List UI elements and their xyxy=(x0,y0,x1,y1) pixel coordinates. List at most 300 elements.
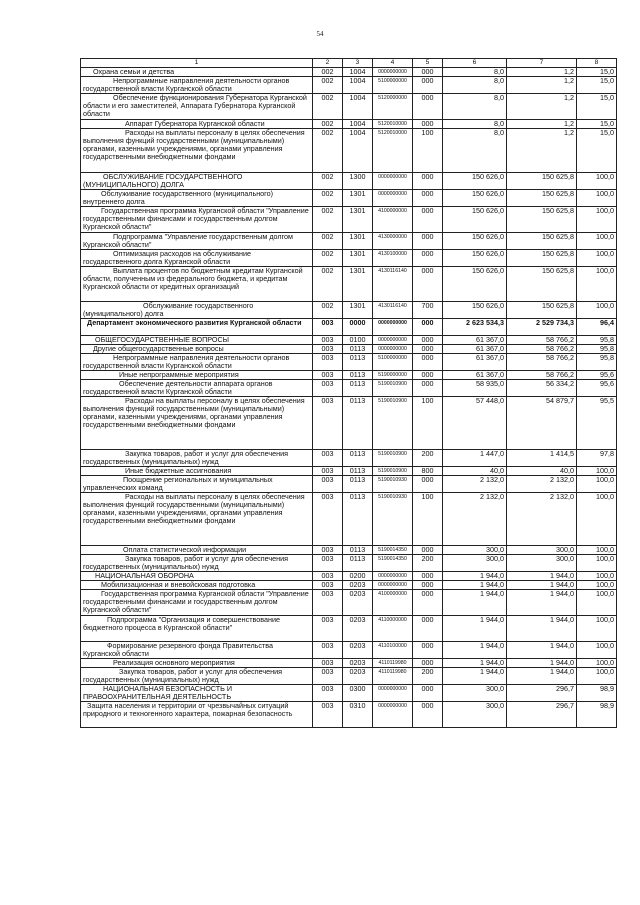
row-name: Обслуживание государственного (муниципального) долга xyxy=(81,302,313,319)
code-target: 5190010900 xyxy=(373,467,413,476)
code-expense-type: 000 xyxy=(413,336,443,345)
code-gr: 003 xyxy=(313,659,343,668)
row-name: Непрограммные направления деятельности органов государственной власти Курганской области xyxy=(81,354,313,371)
executed-amount: 150 625,8 xyxy=(507,302,577,319)
row-name: ОБЩЕГОСУДАРСТВЕННЫЕ ВОПРОСЫ xyxy=(81,336,313,345)
planned-amount: 1 944,0 xyxy=(443,659,507,668)
code-section: 0113 xyxy=(343,354,373,371)
executed-amount: 2 132,0 xyxy=(507,493,577,546)
code-target: 5100000000 xyxy=(373,77,413,94)
planned-amount: 8,0 xyxy=(443,120,507,129)
executed-amount: 58 766,2 xyxy=(507,371,577,380)
planned-amount: 150 626,0 xyxy=(443,190,507,207)
code-section: 1300 xyxy=(343,173,373,190)
row-name: Формирование резервного фонда Правительства Курганской области xyxy=(81,642,313,659)
executed-amount: 58 766,2 xyxy=(507,354,577,371)
code-gr: 003 xyxy=(313,572,343,581)
row-name: Мобилизационная и вневойсковая подготовка xyxy=(81,581,313,590)
code-expense-type: 200 xyxy=(413,555,443,572)
code-gr: 002 xyxy=(313,250,343,267)
code-section: 0203 xyxy=(343,581,373,590)
code-section: 0113 xyxy=(343,380,373,397)
row-name: Иные непрограммные мероприятия xyxy=(81,371,313,380)
executed-amount: 1,2 xyxy=(507,94,577,120)
code-target: 0000000000 xyxy=(373,190,413,207)
code-gr: 003 xyxy=(313,371,343,380)
planned-amount: 150 626,0 xyxy=(443,173,507,190)
executed-amount: 150 625,8 xyxy=(507,267,577,302)
code-expense-type: 100 xyxy=(413,493,443,546)
execution-percent: 100,0 xyxy=(577,555,617,572)
execution-percent: 98,9 xyxy=(577,702,617,728)
planned-amount: 1 944,0 xyxy=(443,642,507,659)
code-expense-type: 000 xyxy=(413,77,443,94)
code-gr: 002 xyxy=(313,173,343,190)
executed-amount: 58 766,2 xyxy=(507,345,577,354)
executed-amount: 54 879,7 xyxy=(507,397,577,450)
code-expense-type: 000 xyxy=(413,546,443,555)
execution-percent: 15,0 xyxy=(577,129,617,173)
code-expense-type: 000 xyxy=(413,616,443,642)
code-gr: 003 xyxy=(313,668,343,685)
executed-amount: 150 625,8 xyxy=(507,173,577,190)
code-section: 0113 xyxy=(343,546,373,555)
table-row xyxy=(81,267,617,302)
column-header: 6 xyxy=(443,59,507,68)
code-gr: 003 xyxy=(313,546,343,555)
execution-percent: 100,0 xyxy=(577,302,617,319)
executed-amount: 300,0 xyxy=(507,555,577,572)
executed-amount: 40,0 xyxy=(507,467,577,476)
table-row xyxy=(81,77,617,94)
code-section: 0113 xyxy=(343,555,373,572)
code-section: 0203 xyxy=(343,642,373,659)
planned-amount: 1 944,0 xyxy=(443,581,507,590)
executed-amount: 150 625,8 xyxy=(507,233,577,250)
code-gr: 002 xyxy=(313,207,343,233)
planned-amount: 2 623 534,3 xyxy=(443,319,507,336)
code-target: 0000000000 xyxy=(373,68,413,77)
code-target: 0000000000 xyxy=(373,173,413,190)
execution-percent: 100,0 xyxy=(577,493,617,546)
executed-amount: 1 944,0 xyxy=(507,572,577,581)
execution-percent: 100,0 xyxy=(577,467,617,476)
code-gr: 003 xyxy=(313,555,343,572)
code-section: 1004 xyxy=(343,120,373,129)
code-expense-type: 000 xyxy=(413,345,443,354)
code-gr: 002 xyxy=(313,302,343,319)
code-target: 4130000000 xyxy=(373,233,413,250)
planned-amount: 1 944,0 xyxy=(443,572,507,581)
executed-amount: 300,0 xyxy=(507,546,577,555)
table-row xyxy=(81,120,617,129)
code-gr: 003 xyxy=(313,397,343,450)
table-row xyxy=(81,685,617,702)
execution-percent: 100,0 xyxy=(577,190,617,207)
code-gr: 002 xyxy=(313,68,343,77)
code-gr: 003 xyxy=(313,380,343,397)
execution-percent: 15,0 xyxy=(577,77,617,94)
code-section: 0100 xyxy=(343,336,373,345)
code-target: 0000000000 xyxy=(373,685,413,702)
code-target: 4110119980 xyxy=(373,659,413,668)
row-name: Закупка товаров, работ и услуг для обеспечения государственных (муниципальных) нужд xyxy=(81,450,313,467)
code-target: 0000000000 xyxy=(373,702,413,728)
executed-amount: 1,2 xyxy=(507,129,577,173)
table-row xyxy=(81,493,617,546)
code-expense-type: 000 xyxy=(413,190,443,207)
execution-percent: 100,0 xyxy=(577,581,617,590)
executed-amount: 150 625,8 xyxy=(507,250,577,267)
row-name: Реализация основного мероприятия xyxy=(81,659,313,668)
table-row xyxy=(81,642,617,659)
code-expense-type: 100 xyxy=(413,397,443,450)
table-row xyxy=(81,616,617,642)
table-row xyxy=(81,68,617,77)
row-name: Департамент экономического развития Курганской области xyxy=(81,319,313,336)
table-row xyxy=(81,129,617,173)
planned-amount: 1 944,0 xyxy=(443,590,507,616)
execution-percent: 100,0 xyxy=(577,476,617,493)
planned-amount: 300,0 xyxy=(443,702,507,728)
row-name: Расходы на выплаты персоналу в целях обеспечения выполнения функций государственными (муниципальными) органами, казенными учреждениями, органами управления государственными внебюджетными фондами xyxy=(81,493,313,546)
code-section: 0203 xyxy=(343,616,373,642)
execution-percent: 100,0 xyxy=(577,616,617,642)
table-row xyxy=(81,581,617,590)
code-section: 0203 xyxy=(343,659,373,668)
execution-percent: 100,0 xyxy=(577,590,617,616)
executed-amount: 2 132,0 xyxy=(507,476,577,493)
execution-percent: 100,0 xyxy=(577,233,617,250)
code-expense-type: 000 xyxy=(413,642,443,659)
table-row xyxy=(81,450,617,467)
executed-amount: 1 414,5 xyxy=(507,450,577,467)
execution-percent: 15,0 xyxy=(577,68,617,77)
executed-amount: 1 944,0 xyxy=(507,642,577,659)
column-header: 1 xyxy=(81,59,313,68)
code-gr: 003 xyxy=(313,319,343,336)
execution-percent: 15,0 xyxy=(577,94,617,120)
column-header: 3 xyxy=(343,59,373,68)
code-expense-type: 200 xyxy=(413,668,443,685)
code-expense-type: 100 xyxy=(413,129,443,173)
code-section: 0203 xyxy=(343,668,373,685)
code-expense-type: 000 xyxy=(413,120,443,129)
code-expense-type: 000 xyxy=(413,267,443,302)
code-section: 1301 xyxy=(343,190,373,207)
code-section: 1301 xyxy=(343,233,373,250)
planned-amount: 150 626,0 xyxy=(443,302,507,319)
executed-amount: 1,2 xyxy=(507,68,577,77)
row-name: Закупка товаров, работ и услуг для обеспечения государственных (муниципальных) нужд xyxy=(81,555,313,572)
executed-amount: 1,2 xyxy=(507,120,577,129)
column-header: 5 xyxy=(413,59,443,68)
code-gr: 002 xyxy=(313,120,343,129)
code-section: 1004 xyxy=(343,77,373,94)
code-expense-type: 000 xyxy=(413,371,443,380)
executed-amount: 1 944,0 xyxy=(507,581,577,590)
code-section: 1301 xyxy=(343,302,373,319)
code-gr: 002 xyxy=(313,267,343,302)
code-target: 4100000000 xyxy=(373,590,413,616)
code-gr: 003 xyxy=(313,581,343,590)
planned-amount: 2 132,0 xyxy=(443,493,507,546)
code-expense-type: 000 xyxy=(413,685,443,702)
column-header: 2 xyxy=(313,59,343,68)
code-gr: 003 xyxy=(313,642,343,659)
execution-percent: 95,8 xyxy=(577,345,617,354)
code-expense-type: 000 xyxy=(413,659,443,668)
planned-amount: 300,0 xyxy=(443,546,507,555)
code-section: 0000 xyxy=(343,319,373,336)
code-target: 0000000000 xyxy=(373,581,413,590)
header-row xyxy=(81,59,617,68)
row-name: Государственная программа Курганской области "Управление государственными финансами и государственным долгом Курганской области" xyxy=(81,590,313,616)
executed-amount: 150 625,8 xyxy=(507,207,577,233)
code-section: 0113 xyxy=(343,476,373,493)
executed-amount: 1 944,0 xyxy=(507,659,577,668)
execution-percent: 100,0 xyxy=(577,572,617,581)
code-target: 4110100000 xyxy=(373,642,413,659)
table-row xyxy=(81,302,617,319)
planned-amount: 61 367,0 xyxy=(443,336,507,345)
row-name: Выплата процентов по бюджетным кредитам Курганской области, полученным из федерального бюджета, и кредитам Курганской области от кредитных организаций xyxy=(81,267,313,302)
executed-amount: 296,7 xyxy=(507,702,577,728)
code-gr: 003 xyxy=(313,467,343,476)
row-name: Оплата статистической информации xyxy=(81,546,313,555)
table-row xyxy=(81,94,617,120)
code-section: 1301 xyxy=(343,207,373,233)
budget-table xyxy=(80,58,617,728)
row-name: Обеспечение деятельности аппарата органов государственной власти Курганской области xyxy=(81,380,313,397)
code-expense-type: 000 xyxy=(413,581,443,590)
code-expense-type: 000 xyxy=(413,380,443,397)
executed-amount: 1 944,0 xyxy=(507,616,577,642)
planned-amount: 150 626,0 xyxy=(443,250,507,267)
table-row xyxy=(81,173,617,190)
code-gr: 002 xyxy=(313,233,343,250)
table-row xyxy=(81,555,617,572)
code-target: 5100000000 xyxy=(373,354,413,371)
execution-percent: 95,6 xyxy=(577,380,617,397)
code-section: 1301 xyxy=(343,267,373,302)
planned-amount: 8,0 xyxy=(443,77,507,94)
table-row xyxy=(81,354,617,371)
code-gr: 003 xyxy=(313,336,343,345)
table-row xyxy=(81,546,617,555)
code-target: 5190010900 xyxy=(373,380,413,397)
row-name: Аппарат Губернатора Курганской области xyxy=(81,120,313,129)
execution-percent: 100,0 xyxy=(577,250,617,267)
table-row xyxy=(81,233,617,250)
code-expense-type: 000 xyxy=(413,173,443,190)
execution-percent: 96,4 xyxy=(577,319,617,336)
code-target: 0000000000 xyxy=(373,572,413,581)
code-target: 4130100000 xyxy=(373,250,413,267)
row-name: Оптимизация расходов на обслуживание государственного долга Курганской области xyxy=(81,250,313,267)
row-name: ОБСЛУЖИВАНИЕ ГОСУДАРСТВЕННОГО (МУНИЦИПАЛЬНОГО) ДОЛГА xyxy=(81,173,313,190)
code-target: 5190010900 xyxy=(373,450,413,467)
code-target: 5190000000 xyxy=(373,371,413,380)
row-name: Непрограммные направления деятельности органов государственной власти Курганской области xyxy=(81,77,313,94)
code-gr: 003 xyxy=(313,354,343,371)
planned-amount: 1 944,0 xyxy=(443,668,507,685)
code-expense-type: 000 xyxy=(413,702,443,728)
code-section: 1004 xyxy=(343,94,373,120)
code-target: 0000000000 xyxy=(373,345,413,354)
execution-percent: 100,0 xyxy=(577,267,617,302)
code-expense-type: 000 xyxy=(413,233,443,250)
execution-percent: 100,0 xyxy=(577,659,617,668)
code-gr: 003 xyxy=(313,476,343,493)
code-target: 0000000000 xyxy=(373,319,413,336)
code-gr: 002 xyxy=(313,129,343,173)
code-expense-type: 800 xyxy=(413,467,443,476)
code-target: 4110000000 xyxy=(373,616,413,642)
table-row xyxy=(81,590,617,616)
planned-amount: 8,0 xyxy=(443,129,507,173)
code-expense-type: 000 xyxy=(413,207,443,233)
row-name: НАЦИОНАЛЬНАЯ ОБОРОНА xyxy=(81,572,313,581)
row-name: Государственная программа Курганской области "Управление государственными финансами и государственным долгом Курганской области" xyxy=(81,207,313,233)
row-name: Расходы на выплаты персоналу в целях обеспечения выполнения функций государственными (муниципальными) органами, казенными учреждениями, органами управления государственными внебюджетными фондами xyxy=(81,397,313,450)
code-section: 0113 xyxy=(343,467,373,476)
table-row xyxy=(81,397,617,450)
execution-percent: 100,0 xyxy=(577,546,617,555)
row-name: Защита населения и территории от чрезвычайных ситуаций природного и техногенного характера, пожарная безопасность xyxy=(81,702,313,728)
execution-percent: 95,8 xyxy=(577,354,617,371)
code-target: 4100000000 xyxy=(373,207,413,233)
table-row xyxy=(81,467,617,476)
row-name: Другие общегосударственные вопросы xyxy=(81,345,313,354)
row-name: Закупка товаров, работ и услуг для обеспечения государственных (муниципальных) нужд xyxy=(81,668,313,685)
planned-amount: 300,0 xyxy=(443,555,507,572)
code-section: 0113 xyxy=(343,450,373,467)
code-gr: 003 xyxy=(313,702,343,728)
row-name: Подпрограмма "Управление государственным долгом Курганской области" xyxy=(81,233,313,250)
executed-amount: 56 334,2 xyxy=(507,380,577,397)
planned-amount: 57 448,0 xyxy=(443,397,507,450)
code-expense-type: 000 xyxy=(413,354,443,371)
executed-amount: 1 944,0 xyxy=(507,590,577,616)
code-gr: 003 xyxy=(313,345,343,354)
executed-amount: 1 944,0 xyxy=(507,668,577,685)
table-row xyxy=(81,336,617,345)
planned-amount: 8,0 xyxy=(443,68,507,77)
table-row xyxy=(81,190,617,207)
code-target: 4130116140 xyxy=(373,267,413,302)
code-expense-type: 000 xyxy=(413,94,443,120)
executed-amount: 1,2 xyxy=(507,77,577,94)
code-expense-type: 000 xyxy=(413,250,443,267)
code-gr: 002 xyxy=(313,190,343,207)
planned-amount: 58 935,0 xyxy=(443,380,507,397)
code-expense-type: 000 xyxy=(413,572,443,581)
code-gr: 003 xyxy=(313,590,343,616)
planned-amount: 61 367,0 xyxy=(443,354,507,371)
table-row xyxy=(81,345,617,354)
execution-percent: 97,8 xyxy=(577,450,617,467)
execution-percent: 95,5 xyxy=(577,397,617,450)
code-target: 5190010900 xyxy=(373,397,413,450)
table-row xyxy=(81,319,617,336)
code-target: 0000000000 xyxy=(373,336,413,345)
table-row xyxy=(81,659,617,668)
code-section: 1004 xyxy=(343,129,373,173)
code-expense-type: 000 xyxy=(413,590,443,616)
code-target: 4110119980 xyxy=(373,668,413,685)
planned-amount: 150 626,0 xyxy=(443,207,507,233)
table-row xyxy=(81,207,617,233)
code-expense-type: 000 xyxy=(413,68,443,77)
planned-amount: 150 626,0 xyxy=(443,233,507,250)
code-target: 5120000000 xyxy=(373,94,413,120)
code-expense-type: 000 xyxy=(413,319,443,336)
code-target: 5190014350 xyxy=(373,555,413,572)
column-header: 8 xyxy=(577,59,617,68)
planned-amount: 1 944,0 xyxy=(443,616,507,642)
row-name: Поощрение региональных и муниципальных управленческих команд xyxy=(81,476,313,493)
code-target: 5120010000 xyxy=(373,120,413,129)
execution-percent: 15,0 xyxy=(577,120,617,129)
planned-amount: 150 626,0 xyxy=(443,267,507,302)
planned-amount: 40,0 xyxy=(443,467,507,476)
row-name: Подпрограмма "Организация и совершенствование бюджетного процесса в Курганской области" xyxy=(81,616,313,642)
executed-amount: 296,7 xyxy=(507,685,577,702)
code-section: 0203 xyxy=(343,590,373,616)
column-header: 7 xyxy=(507,59,577,68)
row-name: Расходы на выплаты персоналу в целях обеспечения выполнения функций государственными (муниципальными) органами, казенными учреждениями, органами управления государственными внебюджетными фондами xyxy=(81,129,313,173)
table-row xyxy=(81,702,617,728)
execution-percent: 95,6 xyxy=(577,371,617,380)
planned-amount: 8,0 xyxy=(443,94,507,120)
execution-percent: 95,8 xyxy=(577,336,617,345)
code-section: 0200 xyxy=(343,572,373,581)
planned-amount: 300,0 xyxy=(443,685,507,702)
execution-percent: 100,0 xyxy=(577,642,617,659)
code-section: 0300 xyxy=(343,685,373,702)
row-name: Обслуживание государственного (муниципального) внутреннего долга xyxy=(81,190,313,207)
code-section: 1301 xyxy=(343,250,373,267)
row-name: Охрана семьи и детства xyxy=(81,68,313,77)
code-expense-type: 700 xyxy=(413,302,443,319)
page-number: 54 xyxy=(316,30,324,38)
table-body xyxy=(81,68,617,728)
code-target: 4130116140 xyxy=(373,302,413,319)
row-name: Обеспечение функционирования Губернатора Курганской области и его заместителей, Аппарата Губернатора Курганской области xyxy=(81,94,313,120)
table-row xyxy=(81,476,617,493)
planned-amount: 1 447,0 xyxy=(443,450,507,467)
row-name: Иные бюджетные ассигнования xyxy=(81,467,313,476)
column-header: 4 xyxy=(373,59,413,68)
code-target: 5190010930 xyxy=(373,493,413,546)
executed-amount: 2 529 734,3 xyxy=(507,319,577,336)
executed-amount: 150 625,8 xyxy=(507,190,577,207)
planned-amount: 2 132,0 xyxy=(443,476,507,493)
planned-amount: 61 367,0 xyxy=(443,371,507,380)
execution-percent: 100,0 xyxy=(577,207,617,233)
execution-percent: 100,0 xyxy=(577,668,617,685)
table-row xyxy=(81,250,617,267)
code-gr: 003 xyxy=(313,493,343,546)
table-row xyxy=(81,380,617,397)
table-row xyxy=(81,572,617,581)
code-gr: 002 xyxy=(313,94,343,120)
code-gr: 003 xyxy=(313,685,343,702)
code-section: 0113 xyxy=(343,397,373,450)
planned-amount: 61 367,0 xyxy=(443,345,507,354)
row-name: НАЦИОНАЛЬНАЯ БЕЗОПАСНОСТЬ И ПРАВООХРАНИТЕЛЬНАЯ ДЕЯТЕЛЬНОСТЬ xyxy=(81,685,313,702)
